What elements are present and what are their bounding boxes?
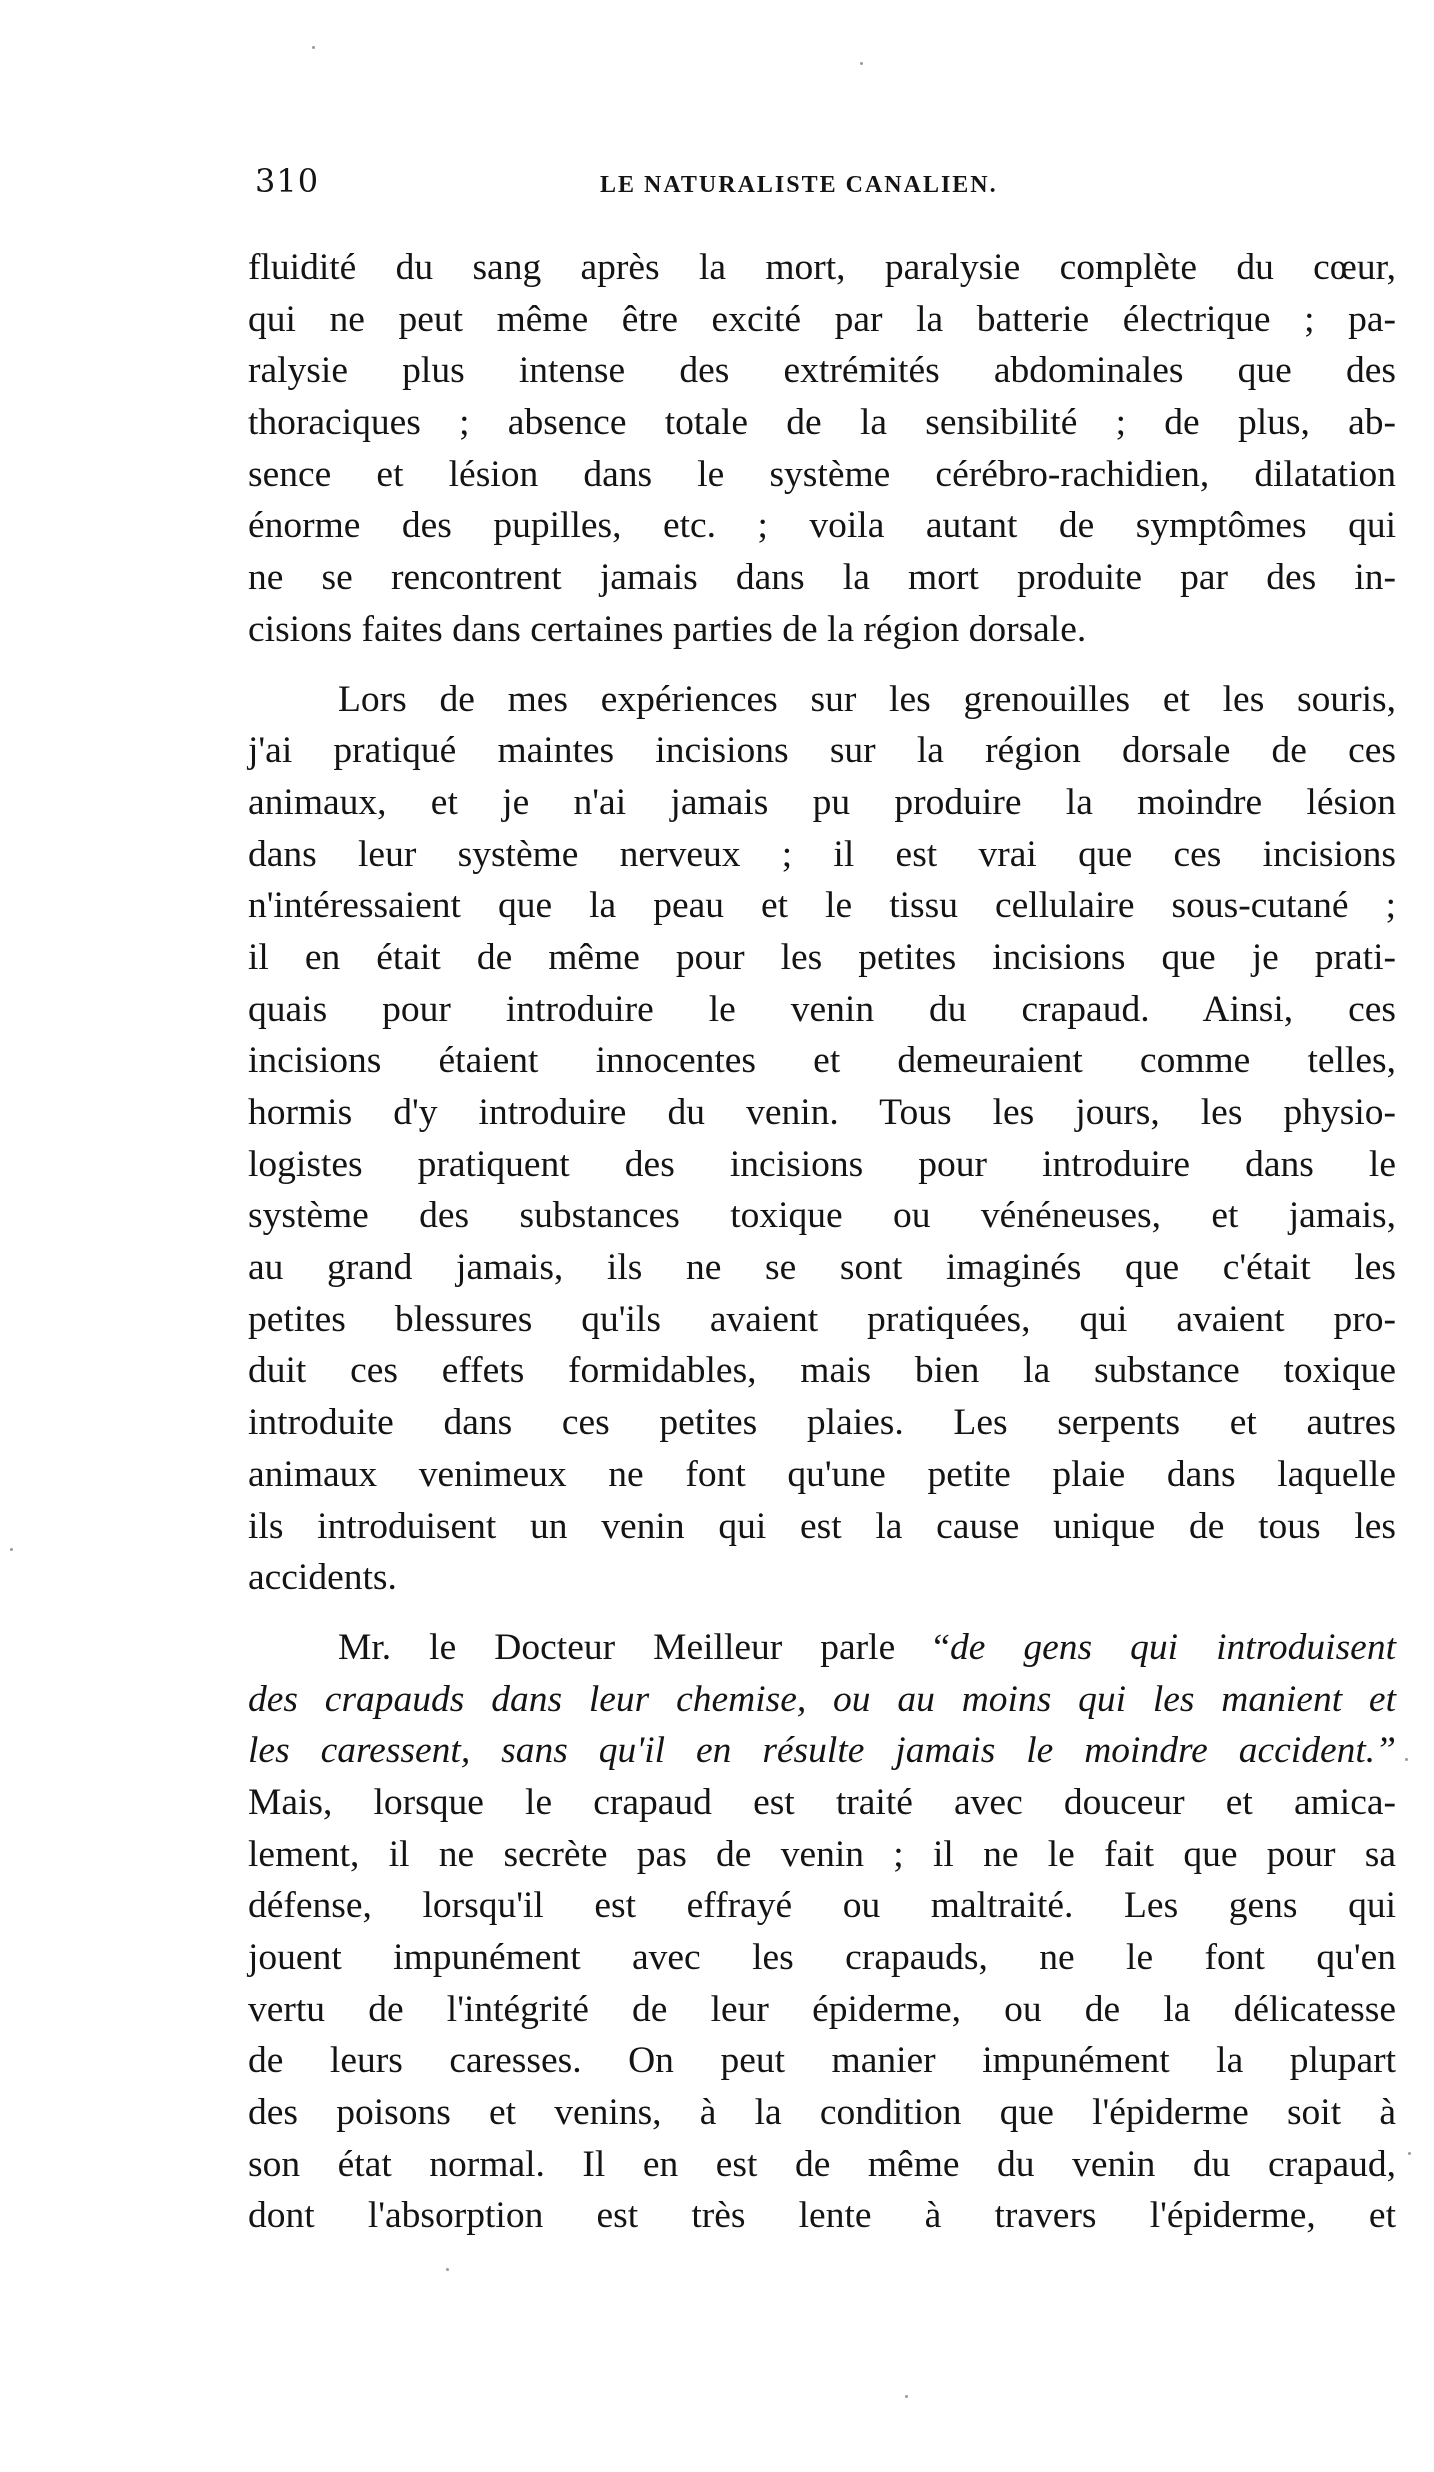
text-line: accidents. bbox=[248, 1557, 397, 1599]
text-line: introduite dans ces petites plaies. Les serpents et autres bbox=[248, 1402, 1396, 1444]
scan-speck bbox=[10, 1548, 13, 1551]
text-line: des crapauds dans leur chemise, ou au moins qui les manient et bbox=[248, 1678, 1396, 1720]
scan-speck bbox=[905, 2395, 908, 2398]
text-line: défense, lorsqu'il est effrayé ou maltraité. Les gens qui bbox=[248, 1885, 1396, 1927]
text-line: thoraciques ; absence totale de la sensibilité ; de plus, ab- bbox=[248, 402, 1396, 444]
text-line: Mr. le Docteur Meilleur parle “de gens qui introduisent bbox=[338, 1626, 1396, 1668]
body-text bbox=[248, 242, 1396, 2242]
text-line: dans leur système nerveux ; il est vrai que ces incisions bbox=[248, 833, 1396, 875]
text-line: lement, il ne secrète pas de venin ; il ne le fait que pour sa bbox=[248, 1833, 1396, 1875]
text-line: énorme des pupilles, etc. ; voila autant de symptômes qui bbox=[248, 505, 1396, 547]
text-line: dont l'absorption est très lente à travers l'épiderme, et bbox=[248, 2195, 1396, 2237]
scan-speck bbox=[860, 62, 863, 65]
page-number: 310 bbox=[255, 162, 320, 200]
text-line: les caressent, sans qu'il en résulte jamais le moindre accident.” bbox=[248, 1730, 1396, 1772]
paragraph-3 bbox=[248, 1622, 1396, 2242]
text-line: duit ces effets formidables, mais bien la substance toxique bbox=[248, 1350, 1396, 1392]
text-line: logistes pratiquent des incisions pour introduire dans le bbox=[248, 1143, 1396, 1185]
text-line: ne se rencontrent jamais dans la mort produite par des in- bbox=[248, 557, 1396, 599]
scan-speck bbox=[312, 46, 315, 49]
text-line: Mais, lorsque le crapaud est traité avec douceur et amica- bbox=[248, 1781, 1396, 1823]
running-title: LE NATURALISTE CANALIEN. bbox=[600, 172, 998, 198]
text-line: il en était de même pour les petites incisions que je prati- bbox=[248, 936, 1396, 978]
text-line: hormis d'y introduire du venin. Tous les jours, les physio- bbox=[248, 1092, 1396, 1133]
paragraph-1 bbox=[248, 242, 1396, 656]
text-line: qui ne peut même être excité par la batterie électrique ; pa- bbox=[248, 298, 1396, 340]
scan-speck bbox=[446, 2268, 449, 2271]
text-line: au grand jamais, ils ne se sont imaginés que c'était les bbox=[248, 1247, 1396, 1289]
text-line: Lors de mes expériences sur les grenouilles et les souris, bbox=[338, 678, 1396, 720]
text-line: j'ai pratiqué maintes incisions sur la région dorsale de ces bbox=[248, 730, 1396, 772]
text-line: de leurs caresses. On peut manier impunément la plupart bbox=[248, 2040, 1396, 2082]
text-line: incisions étaient innocentes et demeuraient comme telles, bbox=[248, 1040, 1396, 1082]
text-line: ralysie plus intense des extrémités abdominales que des bbox=[248, 350, 1396, 392]
text-line: animaux, et je n'ai jamais pu produire la moindre lésion bbox=[248, 781, 1396, 823]
page-header bbox=[255, 162, 1095, 206]
text-line: vertu de l'intégrité de leur épiderme, ou de la délicatesse bbox=[248, 1988, 1396, 2030]
text-line: son état normal. Il en est de même du venin du crapaud, bbox=[248, 2143, 1396, 2185]
paragraph-2 bbox=[248, 674, 1396, 1604]
text-line: n'intéressaient que la peau et le tissu cellulaire sous-cutané ; bbox=[248, 885, 1396, 927]
text-line: animaux venimeux ne font qu'une petite plaie dans laquelle bbox=[248, 1453, 1396, 1495]
text-line: des poisons et venins, à la condition que l'épiderme soit à bbox=[248, 2092, 1396, 2134]
text-line: ils introduisent un venin qui est la cause unique de tous les bbox=[248, 1505, 1396, 1547]
text-line: quais pour introduire le venin du crapaud. Ainsi, ces bbox=[248, 988, 1396, 1030]
text-line: fluidité du sang après la mort, paralysie complète du cœur, bbox=[248, 247, 1396, 288]
text-line: cisions faites dans certaines parties de la région dorsale. bbox=[248, 608, 1087, 650]
scan-speck bbox=[1408, 2152, 1411, 2155]
scan-speck bbox=[1405, 1758, 1408, 1761]
text-line: jouent impunément avec les crapauds, ne le font qu'en bbox=[248, 1937, 1396, 1978]
text-line: petites blessures qu'ils avaient pratiquées, qui avaient pro- bbox=[248, 1298, 1396, 1340]
text-line: sence et lésion dans le système cérébro-rachidien, dilatation bbox=[248, 453, 1396, 495]
text-line: système des substances toxique ou vénéneuses, et jamais, bbox=[248, 1195, 1396, 1237]
